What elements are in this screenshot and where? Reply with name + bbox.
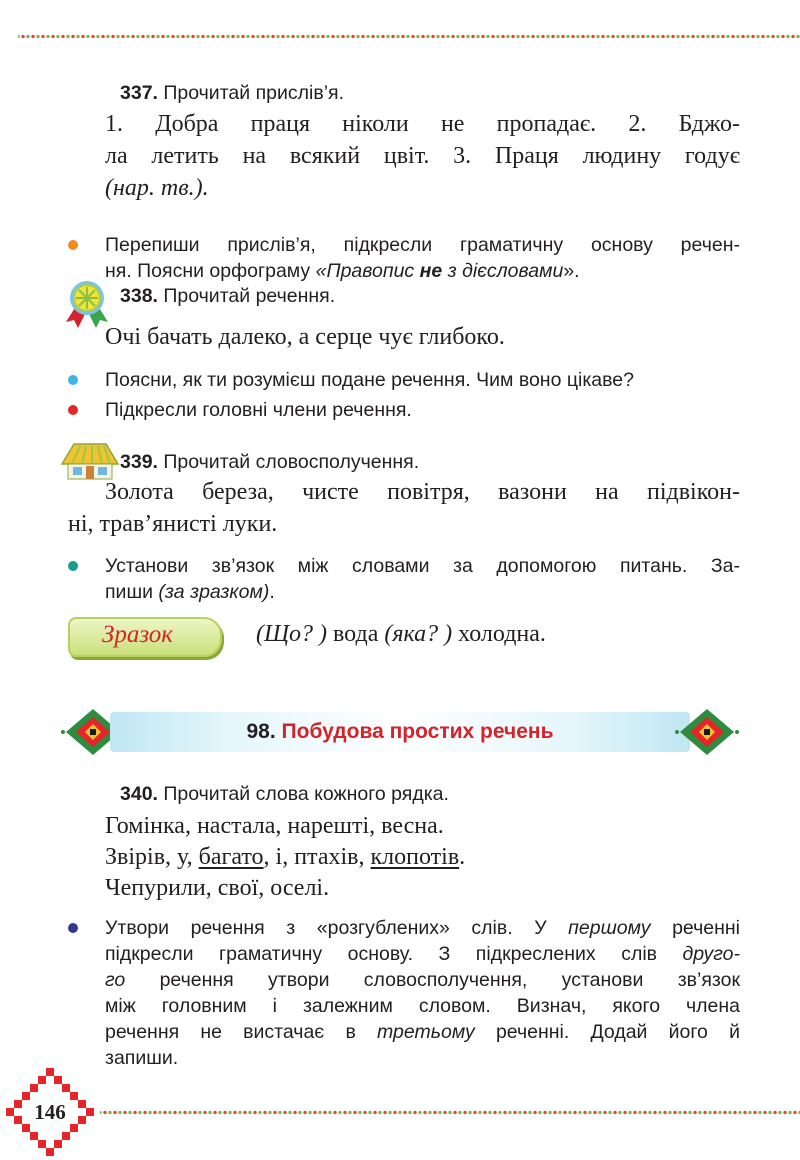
- proverb-line-3: (нар. тв.).: [105, 175, 209, 201]
- exercise-338-heading: [120, 283, 335, 309]
- task-340-line-2: підкресли граматичну основу. З підкреслених слів друго-: [105, 943, 740, 965]
- house-icon: [60, 440, 120, 480]
- task-340-line-5: речення не вистачає в третьому реченні. Додай його й: [105, 1021, 740, 1043]
- exercise-number: 339.: [120, 451, 158, 473]
- exercise-number: 338.: [120, 285, 158, 307]
- task-340-line-3: го речення утвори словосполучення, установи зв’язок: [105, 969, 740, 991]
- sentence-338: Очі бачать далеко, а серце чує глибоко.: [105, 324, 505, 350]
- bullet-orange: [68, 240, 78, 250]
- exercise-instruction: Прочитай словосполучення.: [163, 451, 420, 473]
- bullet-red: [68, 405, 78, 415]
- exercise-339-heading: [120, 449, 419, 475]
- section-title: 98. Побудова простих речень: [246, 720, 554, 743]
- phrases-line-2: ні, трав’янисті луки.: [68, 511, 278, 537]
- task-338-2: Підкресли головні члени речення.: [105, 399, 412, 421]
- bullet-teal: [68, 561, 78, 571]
- task-339-line-1: Установи зв’язок між словами за допомогою питань. За-: [105, 555, 740, 577]
- phrases-line-1: Золота береза, чисте повітря, вазони на підвікон-: [105, 479, 740, 505]
- task-337-line-1: Перепиши прислів’я, підкресли граматичну основу речен-: [105, 234, 740, 256]
- embroidery-ornament-right-icon: [674, 707, 740, 757]
- exercise-number: 337.: [120, 82, 158, 104]
- task-338-1: Поясни, як ти розумієш подане речення. Чим воно цікаве?: [105, 369, 634, 391]
- exercise-337-heading: [120, 80, 344, 106]
- words-row-3: Чепурили, свої, оселі.: [105, 875, 330, 901]
- sample-label: Зразок: [102, 621, 173, 648]
- bold-ne: не: [419, 260, 443, 282]
- task-340-line-1: Утвори речення з «розгублених» слів. У першому реченні: [105, 917, 740, 939]
- bottom-dotted-border: [100, 1110, 800, 1115]
- section-banner: [110, 712, 690, 752]
- exercise-instruction: Прочитай прислів’я.: [163, 82, 344, 104]
- words-row-2: Звірів, у, багато, і, птахів, клопотів.: [105, 844, 466, 870]
- task-337-line-2: ня. Поясни орфограму «Правопис не з дієсловами».: [105, 260, 580, 282]
- top-dotted-border: [18, 34, 800, 39]
- exercise-number: 340.: [120, 783, 158, 805]
- words-row-1: Гомінка, настала, нарешті, весна.: [105, 813, 444, 839]
- exercise-340-heading: [120, 781, 449, 807]
- bullet-blue: [68, 375, 78, 385]
- task-340-line-4: між головним і залежним словом. Визнач, якого члена: [105, 995, 740, 1017]
- bullet-navy: [68, 923, 78, 933]
- sample-phrase: (Що? ) вода (яка? ) холодна.: [256, 621, 546, 647]
- page-number: 146: [34, 1100, 66, 1124]
- exercise-instruction: Прочитай слова кожного рядка.: [163, 783, 449, 805]
- task-339-line-2: пиши (за зразком).: [105, 581, 275, 603]
- sample-label-box: [68, 617, 222, 657]
- task-340-line-6: запиши.: [105, 1047, 179, 1069]
- proverb-line-1: 1. Добра праця ніколи не пропадає. 2. Бджо-: [105, 111, 740, 137]
- proverb-line-2: ла летить на всякий цвіт. 3. Праця людину годує: [105, 143, 740, 169]
- exercise-instruction: Прочитай речення.: [163, 285, 336, 307]
